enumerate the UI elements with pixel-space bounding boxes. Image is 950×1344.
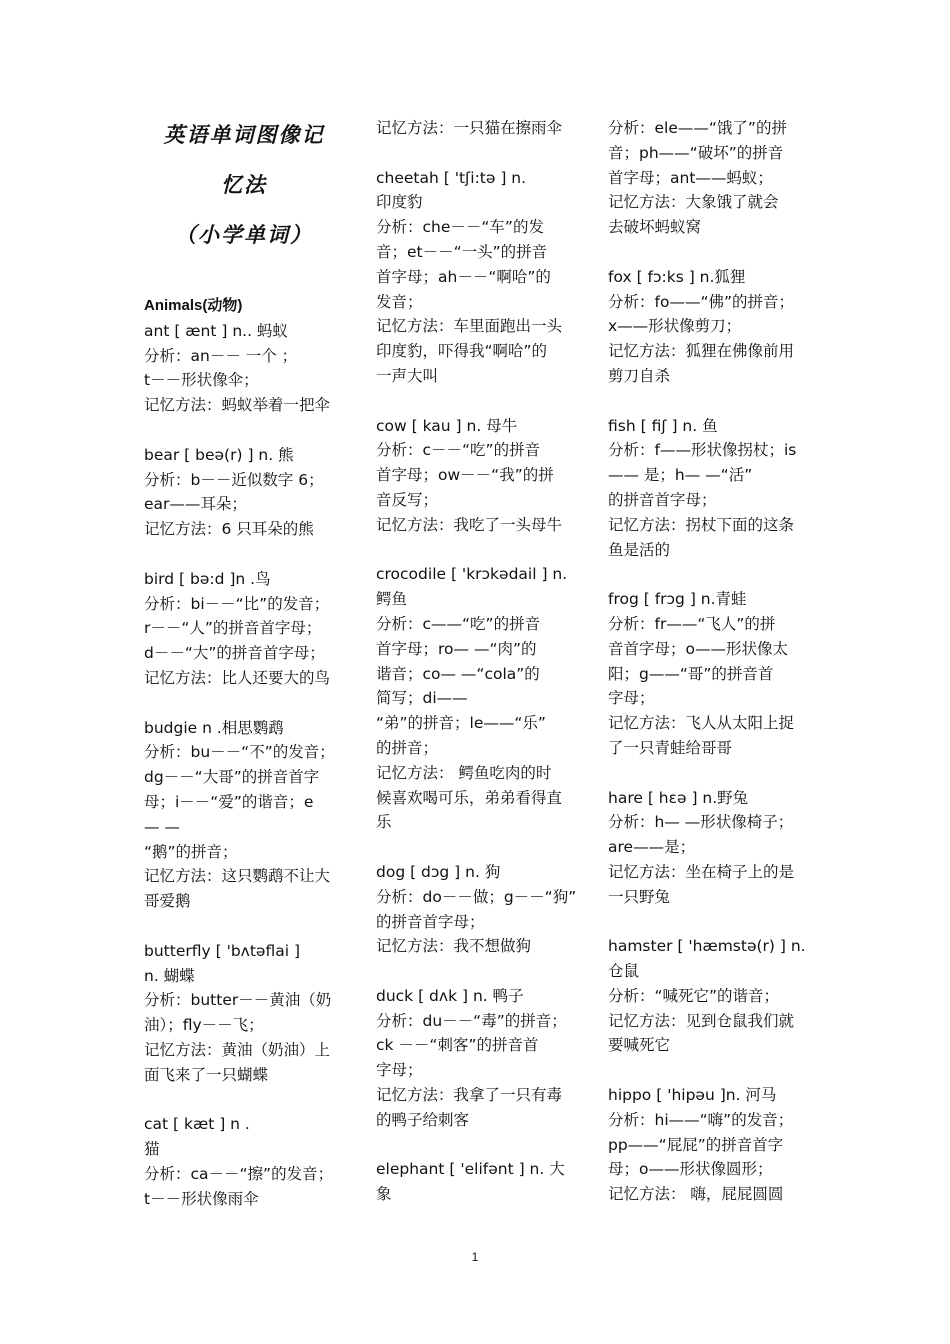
section-heading: Animals(动物) — [144, 297, 243, 314]
entry-line: 剪刀自杀 — [608, 366, 671, 385]
entry-line: pp——“屁屁”的拼音首字 — [608, 1135, 784, 1154]
word-entry — [608, 587, 808, 761]
entry-line: d－－“大”的拼音首字母； — [144, 644, 325, 663]
entry-line: 分析：fo——“佛”的拼音； — [608, 292, 795, 311]
entry-line: 哥爱鹅 — [144, 892, 191, 911]
entry-line: 的鸭子给刺客 — [376, 1110, 470, 1129]
entry-line: 谐音；co— —“cola”的 — [376, 664, 540, 683]
entry-line: 音；ph——“破坏”的拼音 — [608, 143, 784, 162]
entry-line: 一声大叫 — [376, 366, 439, 385]
entry-line: 了一只青蛙给哥哥 — [608, 738, 733, 757]
entry-line: 字母； — [376, 1061, 423, 1080]
entry-line: 简写；di—— — [376, 689, 468, 708]
entry-line: t－－形状像伞； — [144, 371, 259, 390]
entry-line: 记忆方法：我不想做狗 — [376, 937, 532, 956]
entry-line: 面飞来了一只蝴蝶 — [144, 1065, 269, 1084]
entry-line: 母；i－－“爱”的谐音；e — [144, 792, 314, 811]
entry-line: 分析：ele——“饿了”的拼 — [608, 119, 787, 137]
entry-line: 首字母；ah－－“啊哈”的 — [376, 267, 551, 286]
word-entry — [144, 567, 344, 691]
entry-list — [376, 116, 576, 1207]
entry-line: 首字母；ant——蚂蚁； — [608, 168, 773, 187]
entry-line: r－－“人”的拼音首字母； — [144, 619, 322, 638]
entry-line: fox [ fɔ:ks ] n.狐狸 — [608, 267, 746, 286]
entry-line: 一只野兔 — [608, 887, 671, 906]
entry-line: 油）；fly－－飞； — [144, 1016, 264, 1035]
entry-line: bird [ bə:d ]n .鸟 — [144, 569, 271, 588]
entry-line: cat [ kæt ] n . — [144, 1115, 250, 1134]
column-1 — [144, 116, 344, 1236]
word-entry — [608, 414, 808, 563]
entry-line: 要喊死它 — [608, 1036, 671, 1055]
entry-line: 仓鼠 — [608, 962, 640, 981]
word-entry — [608, 265, 808, 389]
word-entry — [376, 860, 576, 959]
entry-line: dog [ dɔg ] n. 狗 — [376, 862, 501, 881]
entry-line: 记忆方法：狐狸在佛像前用 — [608, 342, 795, 361]
entry-line: 音；et－－“一头”的拼音 — [376, 242, 548, 261]
entry-line: 分析：butter－－黄油（奶 — [144, 991, 332, 1010]
entry-line: 分析：du－－“毒”的拼音； — [376, 1011, 567, 1030]
entry-line: 首字母；ow－－“我”的拼 — [376, 466, 554, 485]
entry-line: 鱼是活的 — [608, 540, 671, 559]
entry-line: 分析：bu－－“不”的发音； — [144, 743, 335, 762]
entry-line: 印度豹 — [376, 193, 423, 212]
entry-line: 记忆方法：我吃了一头母牛 — [376, 515, 563, 534]
title-line: 忆法 — [221, 172, 267, 197]
entry-line: 去破坏蚂蚁窝 — [608, 218, 702, 237]
entry-line: 记忆方法：飞人从太阳上捉 — [608, 714, 795, 733]
entry-line: ear——耳朵； — [144, 495, 247, 514]
word-entry — [144, 319, 344, 418]
entry-line: —— 是；h— —“活” — [608, 466, 753, 485]
word-entry — [144, 443, 344, 542]
entry-line: — — — [144, 817, 180, 836]
entry-list — [608, 116, 808, 1207]
word-entry — [144, 1112, 344, 1211]
entry-line: 记忆方法：6 只耳朵的熊 — [144, 520, 314, 539]
entry-line: elephant [ 'elifənt ] n. 大 — [376, 1160, 565, 1179]
entry-line: 记忆方法：比人还要大的鸟 — [144, 668, 331, 687]
entry-line: 的拼音首字母； — [608, 490, 717, 509]
word-entry — [376, 984, 576, 1133]
entry-line: 象 — [376, 1185, 392, 1204]
word-entry — [608, 1083, 808, 1207]
entry-line: 猫 — [144, 1140, 160, 1159]
entry-line: 音首字母；o——形状像太 — [608, 639, 788, 658]
word-entry — [608, 116, 808, 240]
entry-line: 记忆方法：我拿了一只有毒 — [376, 1086, 563, 1105]
entry-line: hamster [ 'hæmstə(r) ] n. — [608, 937, 806, 956]
entry-line: 分析：che－－“车”的发 — [376, 218, 544, 237]
entry-line: 分析：hi——“嗨”的发音； — [608, 1110, 794, 1129]
entry-line: budgie n .相思鹦鹉 — [144, 718, 284, 737]
entry-line: 字母； — [608, 689, 655, 708]
entry-line: 母；o——形状像圆形； — [608, 1160, 773, 1179]
word-entry — [376, 1157, 576, 1207]
entry-line: 候喜欢喝可乐，弟弟看得直 — [376, 788, 563, 807]
entry-line: 分析：c－－“吃”的拼音 — [376, 441, 541, 460]
entry-line: 记忆方法： 鳄鱼吃肉的时 — [376, 763, 552, 782]
entry-line: 印度豹，吓得我“啊哈”的 — [376, 342, 548, 361]
entry-line: hare [ hɛə ] n.野兔 — [608, 788, 749, 807]
entry-line: 记忆方法：坐在椅子上的是 — [608, 862, 795, 881]
entry-line: 分析：ca－－“擦”的发音； — [144, 1164, 334, 1183]
entry-line: “鹅”的拼音； — [144, 842, 238, 861]
word-entry — [376, 414, 576, 538]
entry-line: 发音； — [376, 292, 423, 311]
entry-line: frog [ frɔg ] n.青蛙 — [608, 590, 747, 609]
entry-line: 音反写； — [376, 490, 439, 509]
entry-line: 分析：an－－ 一个 ； — [144, 346, 298, 365]
entry-line: 分析：fr——“飞人”的拼 — [608, 614, 776, 633]
entry-line: 记忆方法：蚂蚁举着一把伞 — [144, 396, 331, 415]
column-3 — [608, 116, 808, 1232]
word-entry — [376, 166, 576, 389]
entry-line: bear [ beə(r) ] n. 熊 — [144, 445, 294, 464]
entry-line: t－－形状像雨伞 — [144, 1189, 259, 1208]
entry-line: 的拼音； — [376, 738, 439, 757]
entry-line: cow [ kau ] n. 母牛 — [376, 416, 518, 435]
word-entry — [144, 939, 344, 1088]
entry-line: duck [ dʌk ] n. 鸭子 — [376, 986, 524, 1005]
entry-line: 分析：b－－近似数字 6； — [144, 470, 324, 489]
entry-line: fish [ fiʃ ] n. 鱼 — [608, 416, 718, 435]
word-entry — [376, 116, 576, 141]
entry-line: 记忆方法：车里面跑出一头 — [376, 317, 563, 336]
entry-line: 鳄鱼 — [376, 590, 408, 609]
entry-line: 记忆方法： 嗨，屁屁圆圆 — [608, 1185, 784, 1204]
entry-line: dg－－“大哥”的拼音首字 — [144, 768, 320, 787]
page-number: 1 — [471, 1250, 479, 1264]
entry-line: x——形状像剪刀； — [608, 317, 742, 336]
entry-line: 首字母；ro— —“肉”的 — [376, 639, 537, 658]
entry-line: 分析：“喊死它”的谐音； — [608, 986, 780, 1005]
entry-line: 记忆方法：大象饿了就会 — [608, 193, 779, 212]
entry-line: 分析：c——“吃”的拼音 — [376, 614, 541, 633]
entry-line: “弟”的拼音；le——“乐” — [376, 714, 546, 733]
entry-line: crocodile [ 'krɔkədail ] n. — [376, 565, 568, 584]
entry-line: 记忆方法：黄油（奶油）上 — [144, 1040, 331, 1059]
entry-line: 记忆方法：拐杖下面的这条 — [608, 515, 795, 534]
word-entry — [608, 786, 808, 910]
entry-line: ck －－“刺客”的拼音首 — [376, 1036, 539, 1055]
entry-line: 记忆方法：见到仓鼠我们就 — [608, 1011, 795, 1030]
entry-line: 记忆方法：一只猫在擦雨伞 — [376, 119, 563, 137]
document-title — [144, 110, 344, 260]
entry-line: 分析：h— —形状像椅子； — [608, 813, 794, 832]
title-line: 英语单词图像记 — [163, 122, 325, 147]
entry-line: 乐 — [376, 813, 392, 832]
entry-line: 分析：do－－做；g－－“狗” — [376, 887, 576, 906]
entry-line: butterfly [ 'bʌtəflai ] — [144, 941, 300, 960]
word-entry — [608, 934, 808, 1058]
entry-line: 分析：f——形状像拐杖；is — [608, 441, 797, 460]
entry-line: 记忆方法：这只鹦鹉不让大 — [144, 867, 331, 886]
entry-line: 阳；g——“哥”的拼音首 — [608, 664, 774, 683]
entry-line: cheetah [ 'tʃi:tə ] n. — [376, 168, 527, 187]
entry-line: ant [ ænt ] n.. 蚂蚁 — [144, 321, 288, 340]
word-entry — [144, 716, 344, 914]
entry-line: 的拼音首字母； — [376, 912, 485, 931]
entry-line: n. 蝴蝶 — [144, 966, 195, 985]
word-entry — [376, 562, 576, 835]
entry-line: hippo [ 'hipəu ]n. 河马 — [608, 1086, 777, 1105]
entry-line: 分析：bi－－“比”的发音； — [144, 594, 330, 613]
entry-line: are——是； — [608, 838, 696, 857]
title-line: （小学单词） — [175, 222, 313, 247]
column-2 — [376, 116, 576, 1232]
entry-list — [144, 319, 344, 1212]
